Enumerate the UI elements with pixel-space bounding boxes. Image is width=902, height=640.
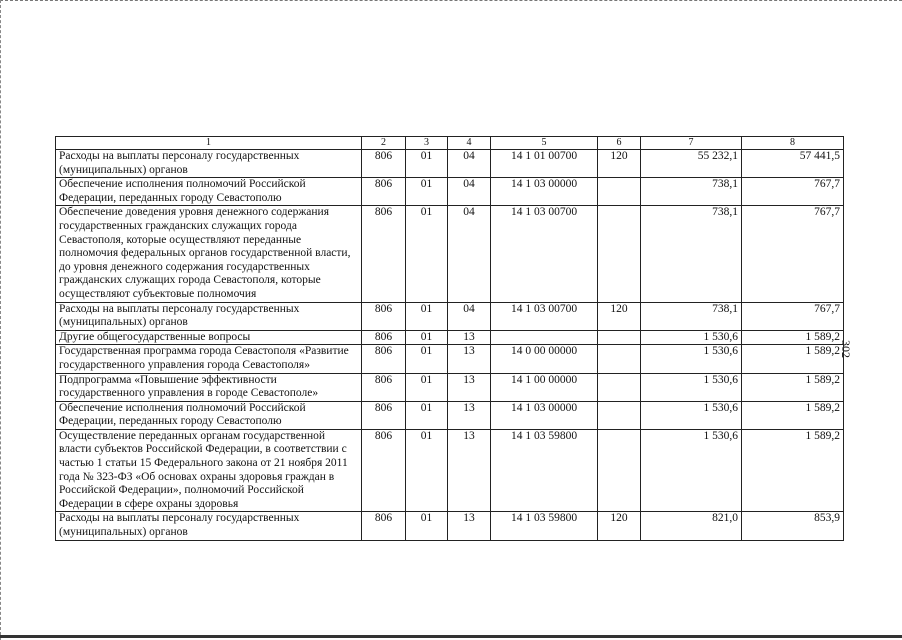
cell-rz: 01: [406, 401, 448, 429]
col-header-csr: 5: [491, 137, 598, 150]
cell-gr: 806: [362, 302, 406, 330]
cell-pr: 04: [448, 150, 491, 178]
cell-gr: 806: [362, 178, 406, 206]
cell-year1: 1 530,6: [641, 373, 742, 401]
cell-pr: 04: [448, 206, 491, 302]
cell-pr: 13: [448, 429, 491, 512]
budget-table: [55, 136, 844, 541]
cell-name: Расходы на выплаты персоналу государственных (муниципальных) органов: [56, 302, 362, 330]
cell-year1: 1 530,6: [641, 429, 742, 512]
cell-year1: 821,0: [641, 512, 742, 540]
cell-csr: 14 1 03 59800: [491, 429, 598, 512]
cell-rz: 01: [406, 150, 448, 178]
cell-name: Другие общегосударственные вопросы: [56, 330, 362, 345]
cell-gr: 806: [362, 401, 406, 429]
table-header-row: [56, 137, 844, 150]
col-header-rz: 3: [406, 137, 448, 150]
cell-csr: 14 1 03 59800: [491, 512, 598, 540]
cell-year1: 738,1: [641, 206, 742, 302]
cell-year2: 1 589,2: [742, 373, 844, 401]
cell-year1: 738,1: [641, 178, 742, 206]
col-header-gr: 2: [362, 137, 406, 150]
cell-rz: 01: [406, 373, 448, 401]
scan-border-bottom: [0, 635, 902, 638]
cell-rz: 01: [406, 345, 448, 373]
table-row: [56, 345, 844, 373]
cell-name: Расходы на выплаты персоналу государственных (муниципальных) органов: [56, 150, 362, 178]
cell-name: Расходы на выплаты персоналу государственных (муниципальных) органов: [56, 512, 362, 540]
table-row: [56, 401, 844, 429]
cell-name: Обеспечение исполнения полномочий Российской Федерации, переданных городу Севастополю: [56, 401, 362, 429]
cell-pr: 13: [448, 345, 491, 373]
cell-gr: 806: [362, 373, 406, 401]
cell-rz: 01: [406, 512, 448, 540]
cell-csr: 14 1 03 00700: [491, 206, 598, 302]
cell-vr: [598, 345, 641, 373]
cell-pr: 04: [448, 302, 491, 330]
cell-rz: 01: [406, 178, 448, 206]
cell-year2: 1 589,2: [742, 429, 844, 512]
cell-year2: 767,7: [742, 302, 844, 330]
col-header-year1: 7: [641, 137, 742, 150]
cell-csr: [491, 330, 598, 345]
scan-border-top: [0, 0, 902, 1]
table-row: [56, 512, 844, 540]
cell-vr: [598, 178, 641, 206]
cell-csr: 14 1 03 00000: [491, 401, 598, 429]
cell-gr: 806: [362, 512, 406, 540]
cell-vr: 120: [598, 512, 641, 540]
cell-vr: [598, 373, 641, 401]
table-row: [56, 150, 844, 178]
cell-vr: [598, 330, 641, 345]
table-row: [56, 429, 844, 512]
cell-rz: 01: [406, 330, 448, 345]
col-header-name: 1: [56, 137, 362, 150]
cell-year2: 1 589,2: [742, 401, 844, 429]
cell-csr: 14 1 00 00000: [491, 373, 598, 401]
cell-year2: 767,7: [742, 178, 844, 206]
table-row: [56, 330, 844, 345]
cell-year2: 1 589,2: [742, 345, 844, 373]
cell-pr: 13: [448, 330, 491, 345]
page-number: 302: [839, 340, 853, 358]
cell-rz: 01: [406, 206, 448, 302]
cell-vr: [598, 206, 641, 302]
cell-year2: 1 589,2: [742, 330, 844, 345]
col-header-year2: 8: [742, 137, 844, 150]
cell-vr: [598, 429, 641, 512]
cell-pr: 04: [448, 178, 491, 206]
cell-csr: 14 1 03 00700: [491, 302, 598, 330]
cell-gr: 806: [362, 330, 406, 345]
cell-gr: 806: [362, 150, 406, 178]
cell-year2: 57 441,5: [742, 150, 844, 178]
cell-pr: 13: [448, 512, 491, 540]
cell-rz: 01: [406, 429, 448, 512]
cell-year1: 738,1: [641, 302, 742, 330]
cell-rz: 01: [406, 302, 448, 330]
cell-gr: 806: [362, 206, 406, 302]
col-header-vr: 6: [598, 137, 641, 150]
cell-year1: 55 232,1: [641, 150, 742, 178]
cell-csr: 14 0 00 00000: [491, 345, 598, 373]
cell-gr: 806: [362, 345, 406, 373]
cell-csr: 14 1 01 00700: [491, 150, 598, 178]
cell-year1: 1 530,6: [641, 330, 742, 345]
cell-name: Подпрограмма «Повышение эффективности государственного управления в городе Севастополе»: [56, 373, 362, 401]
table-row: [56, 373, 844, 401]
col-header-pr: 4: [448, 137, 491, 150]
cell-gr: 806: [362, 429, 406, 512]
cell-year1: 1 530,6: [641, 345, 742, 373]
cell-vr: 120: [598, 150, 641, 178]
cell-vr: 120: [598, 302, 641, 330]
cell-year2: 853,9: [742, 512, 844, 540]
table-row: [56, 302, 844, 330]
table-row: [56, 206, 844, 302]
cell-name: Государственная программа города Севастополя «Развитие государственного управления города Севастополя»: [56, 345, 362, 373]
scan-border-left: [0, 0, 1, 640]
cell-pr: 13: [448, 373, 491, 401]
cell-name: Осуществление переданных органам государственной власти субъектов Российской Федерации, в соответствии с частью 1 статьи 15 Федерального закона от 21 ноября 2011 года № 323-ФЗ «Об основах охраны здоровья граждан в Российской Федерации», полномочий Российской Федерации в сфере охраны здоровья: [56, 429, 362, 512]
cell-csr: 14 1 03 00000: [491, 178, 598, 206]
cell-pr: 13: [448, 401, 491, 429]
table-row: [56, 178, 844, 206]
cell-year2: 767,7: [742, 206, 844, 302]
cell-vr: [598, 401, 641, 429]
cell-year1: 1 530,6: [641, 401, 742, 429]
cell-name: Обеспечение исполнения полномочий Российской Федерации, переданных городу Севастополю: [56, 178, 362, 206]
cell-name: Обеспечение доведения уровня денежного содержания государственных гражданских служащих города Севастополя, которые осуществляют переданные полномочия федеральных органов государственной власти, до уровня денежного содержания государственных гражданских служащих города Севастополя, которые осуществляют субъектовые полномочия: [56, 206, 362, 302]
